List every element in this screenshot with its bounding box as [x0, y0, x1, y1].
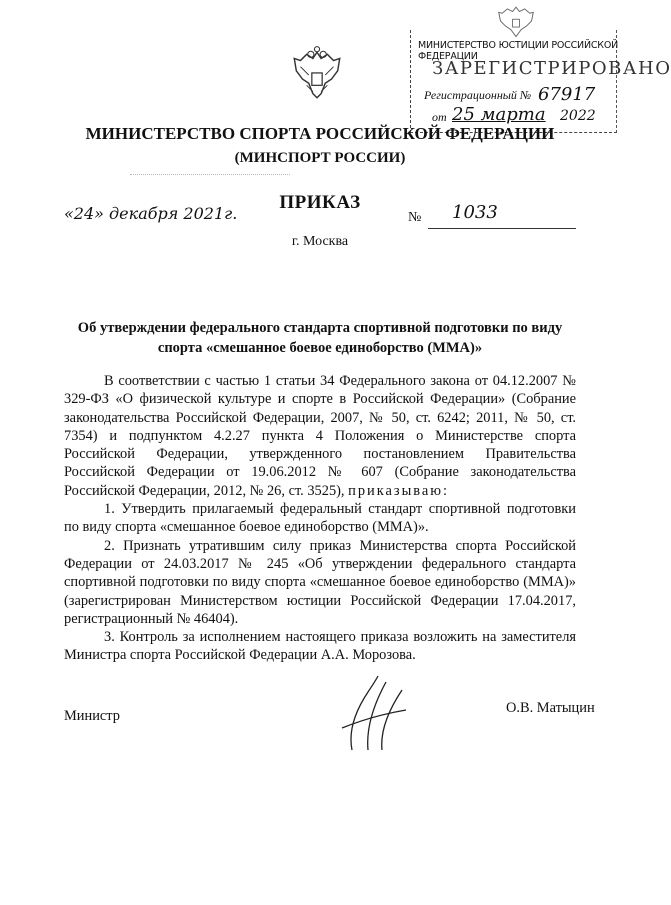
divider: [130, 174, 290, 175]
intro-paragraph: [64, 372, 576, 500]
stamp-registered-text: ЗАРЕГИСТРИРОВАНО: [432, 58, 671, 79]
order-date: «24» декабря 2021г.: [64, 204, 238, 223]
coat-of-arms-emblem: [286, 44, 348, 106]
intro-text: В соответствии с частью 1 статьи 34 Федерального закона от 04.12.2007 № 329-ФЗ «О физической культуре и спорте в Российской Федерации» (Собрание законодательства Российской Федерации, 2007, № 50, ст. 6242; 2011, № 50, ст. 7354) и подпунктом 4.2.27 пункта 4 Положения о Министерстве спорта Российской Федерации, утвержденного постановлением Правительства Российской Федерации от 19.06.2012 № 607 (Собрание законодательства Российской Федерации, 2012, № 26, ст. 3525),: [64, 373, 576, 499]
handwritten-signature: [322, 670, 422, 756]
order-word: приказываю:: [348, 482, 449, 499]
signatory-position: Министр: [64, 708, 120, 724]
item-3: 3. Контроль за исполнением настоящего приказа возложить на заместителя Министра спорта Российской Федерации А.А. Морозова.: [64, 629, 576, 664]
stamp-regno-label: Регистрационный №: [424, 88, 532, 102]
ministry-title: МИНИСТЕРСТВО СПОРТА РОССИЙСКОЙ ФЕДЕРАЦИИ: [85, 124, 555, 143]
stamp-ministry-text: МИНИСТЕРСТВО ЮСТИЦИИ РОССИЙСКОЙ ФЕДЕРАЦИИ: [418, 40, 619, 62]
stamp-from-label: от: [432, 110, 447, 124]
order-number-underline: [428, 228, 576, 229]
order-number-value: 1033: [452, 202, 498, 223]
order-title: Об утверждении федерального стандарта спортивной подготовки по виду спорта «смешанное боевое единоборство (ММА)»: [77, 320, 563, 356]
document-type-heading: ПРИКАЗ: [279, 192, 361, 213]
ministry-short-title: (МИНСПОРТ РОССИИ): [234, 150, 406, 166]
stamp-date-value: 25 марта: [452, 104, 546, 125]
order-number-label: №: [408, 210, 422, 225]
order-body: [64, 372, 576, 665]
stamp-emblem-icon: [490, 2, 542, 40]
city: г. Москва: [291, 234, 349, 249]
item-2: 2. Признать утратившим силу приказ Министерства спорта Российской Федерации от 24.03.2017 № 245 «Об утверждении федерального стандарта спортивной подготовки по виду спорта «смешанное боевое единоборство (ММА)» (зарегистрирован Министерством юстиции Российской Федерации 17.04.2017, регистрационный № 46404).: [64, 537, 576, 627]
item-1: 1. Утвердить прилагаемый федеральный стандарт спортивной подготовки по виду спорта «смешанное боевое единоборство (ММА)».: [64, 501, 576, 536]
stamp-regno-value: 67917: [538, 84, 596, 105]
stamp-year-value: 2022: [560, 108, 596, 124]
signatory-name: О.В. Матыцин: [506, 700, 595, 716]
